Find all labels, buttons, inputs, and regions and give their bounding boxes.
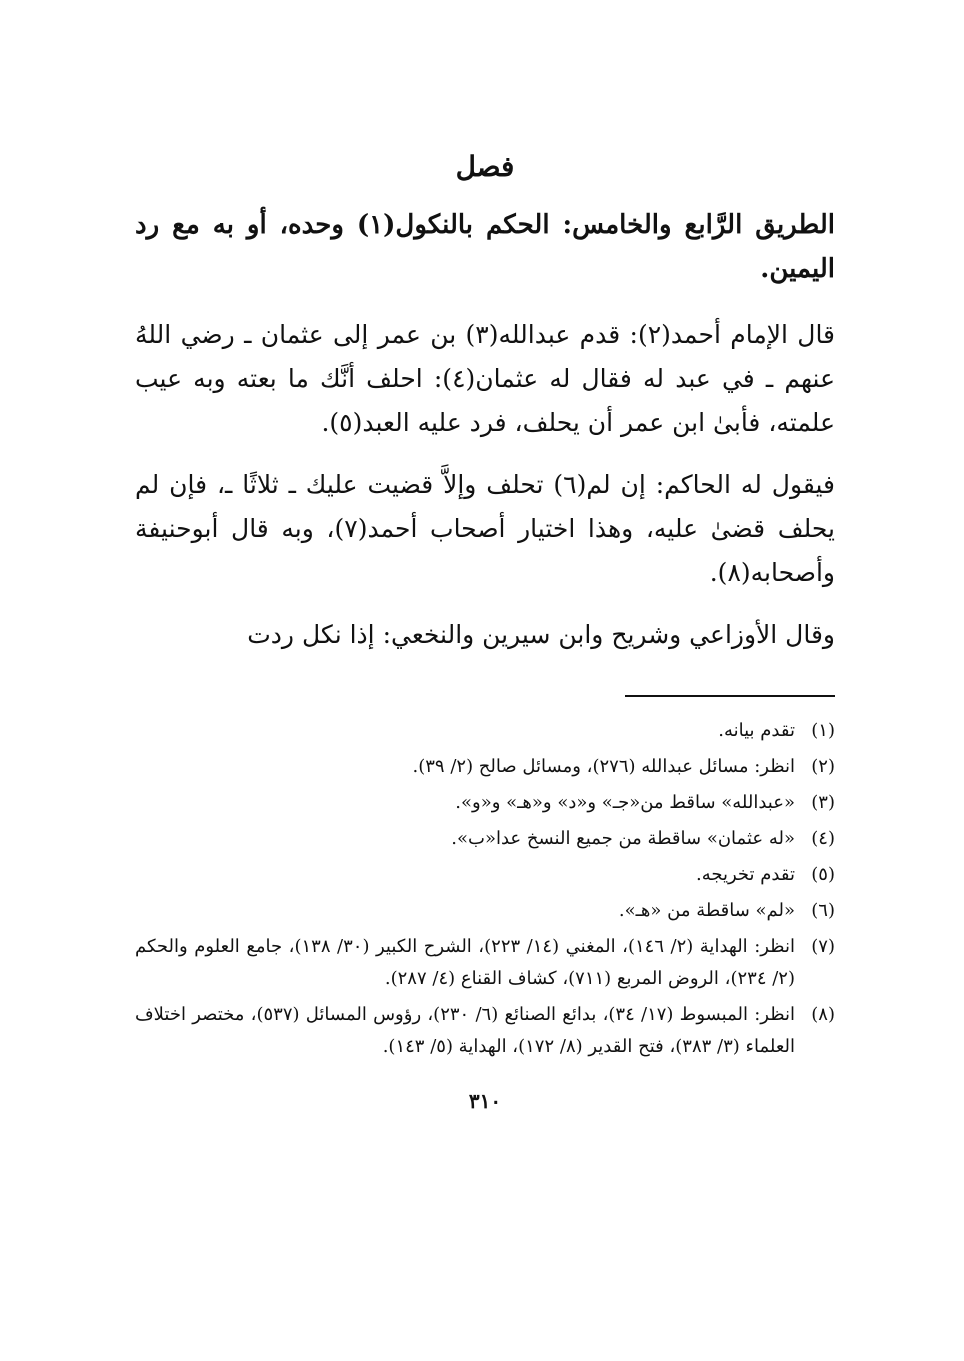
footnote-item [135,931,835,995]
footnote-number: (٣) [811,792,835,813]
footnote-number: (٥) [811,864,835,885]
footnote-text: انظر: المبسوط (١٧/ ٣٤)، بدائع الصنائع (٦/ ٢٣٠)، رؤوس المسائل (٥٣٧)، مختصر اختلاف العلماء (٣/ ٣٨٣)، فتح القدير (٨/ ١٧٢)، الهداية (٥/ ١٤٣). [135,1004,796,1057]
footnote-item [135,895,835,927]
section-title: الطريق الرَّابع والخامس: الحكم بالنكول(١) وحده، أو به مع رد اليمين. [135,210,835,284]
page-number: ٣١٠ [468,1089,502,1113]
footnote-item [135,823,835,855]
footnote-item [135,787,835,819]
footnotes-list [135,715,835,1063]
paragraph-2: فيقول له الحاكم: إن لم(٦) تحلف وإلاَّ قضيت عليك ـ ثلاثًا ـ، فإن لم يحلف قضىٰ عليه، وهذا اختيار أصحاب أحمد(٧)، وبه قال أبوحنيفة وأصحابه(٨). [135,470,836,587]
paragraph-1: قال الإمام أحمد(٢): قدم عبدالله(٣) بن عمر إلى عثمان ـ رضي اللهُ عنهم ـ في عبد له فقال له عثمان(٤): احلف أنَّك ما بعته وبه عيب علمته، فأبىٰ ابن عمر أن يحلف، فرد عليه العبد(٥). [135,320,836,437]
footnote-item [135,999,835,1063]
footnote-number: (٦) [811,900,835,921]
chapter-heading: فصل [455,150,515,183]
footnote-text: «له عثمان» ساقطة من جميع النسخ عدا«ب». [451,828,795,849]
footnote-text: «عبدالله» ساقط من«جـ» و«د» و«هـ» و«و». [455,792,795,813]
footnote-number: (٨) [811,1004,835,1025]
footnote-number: (١) [811,720,835,741]
footnote-number: (٧) [811,936,835,957]
footnote-item [135,751,835,783]
footnote-item [135,859,835,891]
page-body [135,150,835,1113]
footnote-divider [625,695,835,697]
footnote-text: انظر: الهداية (٢/ ١٤٦)، المغني (١٤/ ٢٢٣)، الشرح الكبير (٣٠/ ١٣٨)، جامع العلوم والحكم (٢/ ٢٣٤)، الروض المربع (٧١١)، كشاف القناع (٤/ ٢٨٧). [135,936,795,989]
footnote-text: تقدم بيانه. [718,720,795,741]
paragraph-3: وقال الأوزاعي وشريح وابن سيرين والنخعي: إذا نكل ردت [247,620,835,649]
footnote-item [135,715,835,747]
footnote-number: (٤) [811,828,835,849]
footnote-text: انظر: مسائل عبدالله (٢٧٦)، ومسائل صالح (٢/ ٣٩). [412,756,795,777]
footnote-text: «لم» ساقطة من «هـ». [618,900,795,921]
footnote-number: (٢) [811,756,835,777]
footnote-text: تقدم تخريجه. [696,864,795,885]
